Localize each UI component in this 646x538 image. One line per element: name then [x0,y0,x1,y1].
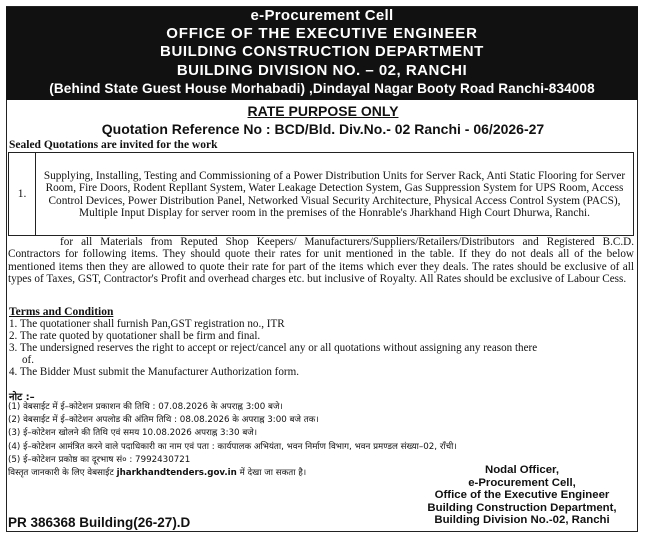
table-row [9,153,634,236]
sealed-quotations-text: Sealed Quotations are invited for the work [9,139,218,151]
header-department: BUILDING CONSTRUCTION DEPARTMENT [160,43,484,61]
office-header [6,7,638,100]
term-item: 3. The undersigned reserves the right to accept or reject/cancel any or all quotations without assigning any reason there [9,342,538,354]
term-item: 4. The Bidder Must submit the Manufacturer Authorization form. [9,366,300,378]
header-division: BUILDING DIVISION NO. – 02, RANCHI [176,61,468,79]
rate-purpose-heading [0,103,646,119]
rate-purpose-text: RATE PURPOSE ONLY [247,103,399,119]
note-item-website [8,467,478,480]
signature-line: Building Division No.-02, Ranchi [434,514,610,527]
terms-list [9,318,629,378]
signature-line: Building Construction Department, [427,501,617,514]
note-item: (5) ई–कोटेशन प्रकोष्ठ का दूरभाष सं० : 7992430721 [8,454,191,465]
header-address: (Behind State Guest House Morhabadi) ,Dindayal Nagar Booty Road Ranchi-834008 [49,80,595,96]
quotation-reference: Quotation Reference No : BCD/Bld. Div.No.- 02 Ranchi - 06/2026-27 [101,121,545,137]
instructions-paragraph: for all Materials from Reputed Shop Keepers/ Manufacturers/Suppliers/Retailers/Distributors and Registered B.C.D. Contractors for following items. They should quote their rates for unit mentioned in the table. If they do not deals all of the below mentioned items then they are allowed to quote their rate for part of the items which ever they deals. The rates should be exclusive of all types of Taxes, GST, Contractor's Profit and overhead charges etc. but inclusive of Royalty. All Rates should be exclusive of Labour Cess. [8,236,634,285]
term-item: 2. The rate quoted by quotationer shall be firm and final. [9,330,261,342]
note-label: नोट :– [9,392,35,403]
website-suffix: में देखा जा सकता है। [236,468,307,479]
signature-line: Office of the Executive Engineer [434,489,610,502]
note-item: (1) वेबसाईट में ई–कोटेशन प्रकाशन की तिथि : 07.08.2026 के अपराह्न 3:00 बजे। [8,402,283,412]
item-number: 1. [9,153,36,236]
signature-block [412,464,632,527]
note-item: (2) वेबसाईट में ई–कोटेशन अपलोड की अंतिम तिथि : 08.08.2026 के अपराह्न 3:00 बजे तक। [8,415,319,426]
term-item-continuation: of. [22,354,35,366]
signature-line: Nodal Officer, [484,464,560,476]
hindi-notes [8,401,478,480]
note-item: (4) ई–कोटेशन आमंत्रित करने वाले पदाधिकारी का नाम एवं पता : कार्यपालक अभियंता, भवन निर्माण विभाग, भवन प्रमण्डल संख्या–02, राँची। [8,441,457,452]
item-description: Supplying, Installing, Testing and Commissioning of a Power Distribution Units for Server Rack, Anti Static Flooring for Server Room, Fire Doors, Rodent Repllant System, Water Leakage Detection System, Gas Suppression System for UPS Room, Access Control Devices, Power Distribution Panel, Networked Visual Security Architecture, Physical Access Control System (PACS), Multiple Input Display for server room in the premises of the Honrable's Jharkhand High Court Dhurwa, Ranchi. [36,153,634,236]
header-office: OFFICE OF THE EXECUTIVE ENGINEER [166,25,478,43]
website-link[interactable]: jharkhandtenders.gov.in [116,468,237,479]
signature-line: e-Procurement Cell, [468,476,576,489]
work-items-table [8,152,634,236]
note-item: (3) ई–कोटेशन खोलने की तिथि एवं समय 10.08.2026 अपराह्न 3:30 बजे। [8,428,258,439]
website-prefix: विस्तृत जानकारी के लिए वेबसाईट [8,468,117,479]
terms-title: Terms and Condition [9,306,114,318]
pr-number: PR 386368 Building(26-27).D [8,515,191,530]
term-item: 1. The quotationer shall furnish Pan,GST registration no., ITR [9,318,285,330]
header-cell-name: e-Procurement Cell [250,7,394,24]
